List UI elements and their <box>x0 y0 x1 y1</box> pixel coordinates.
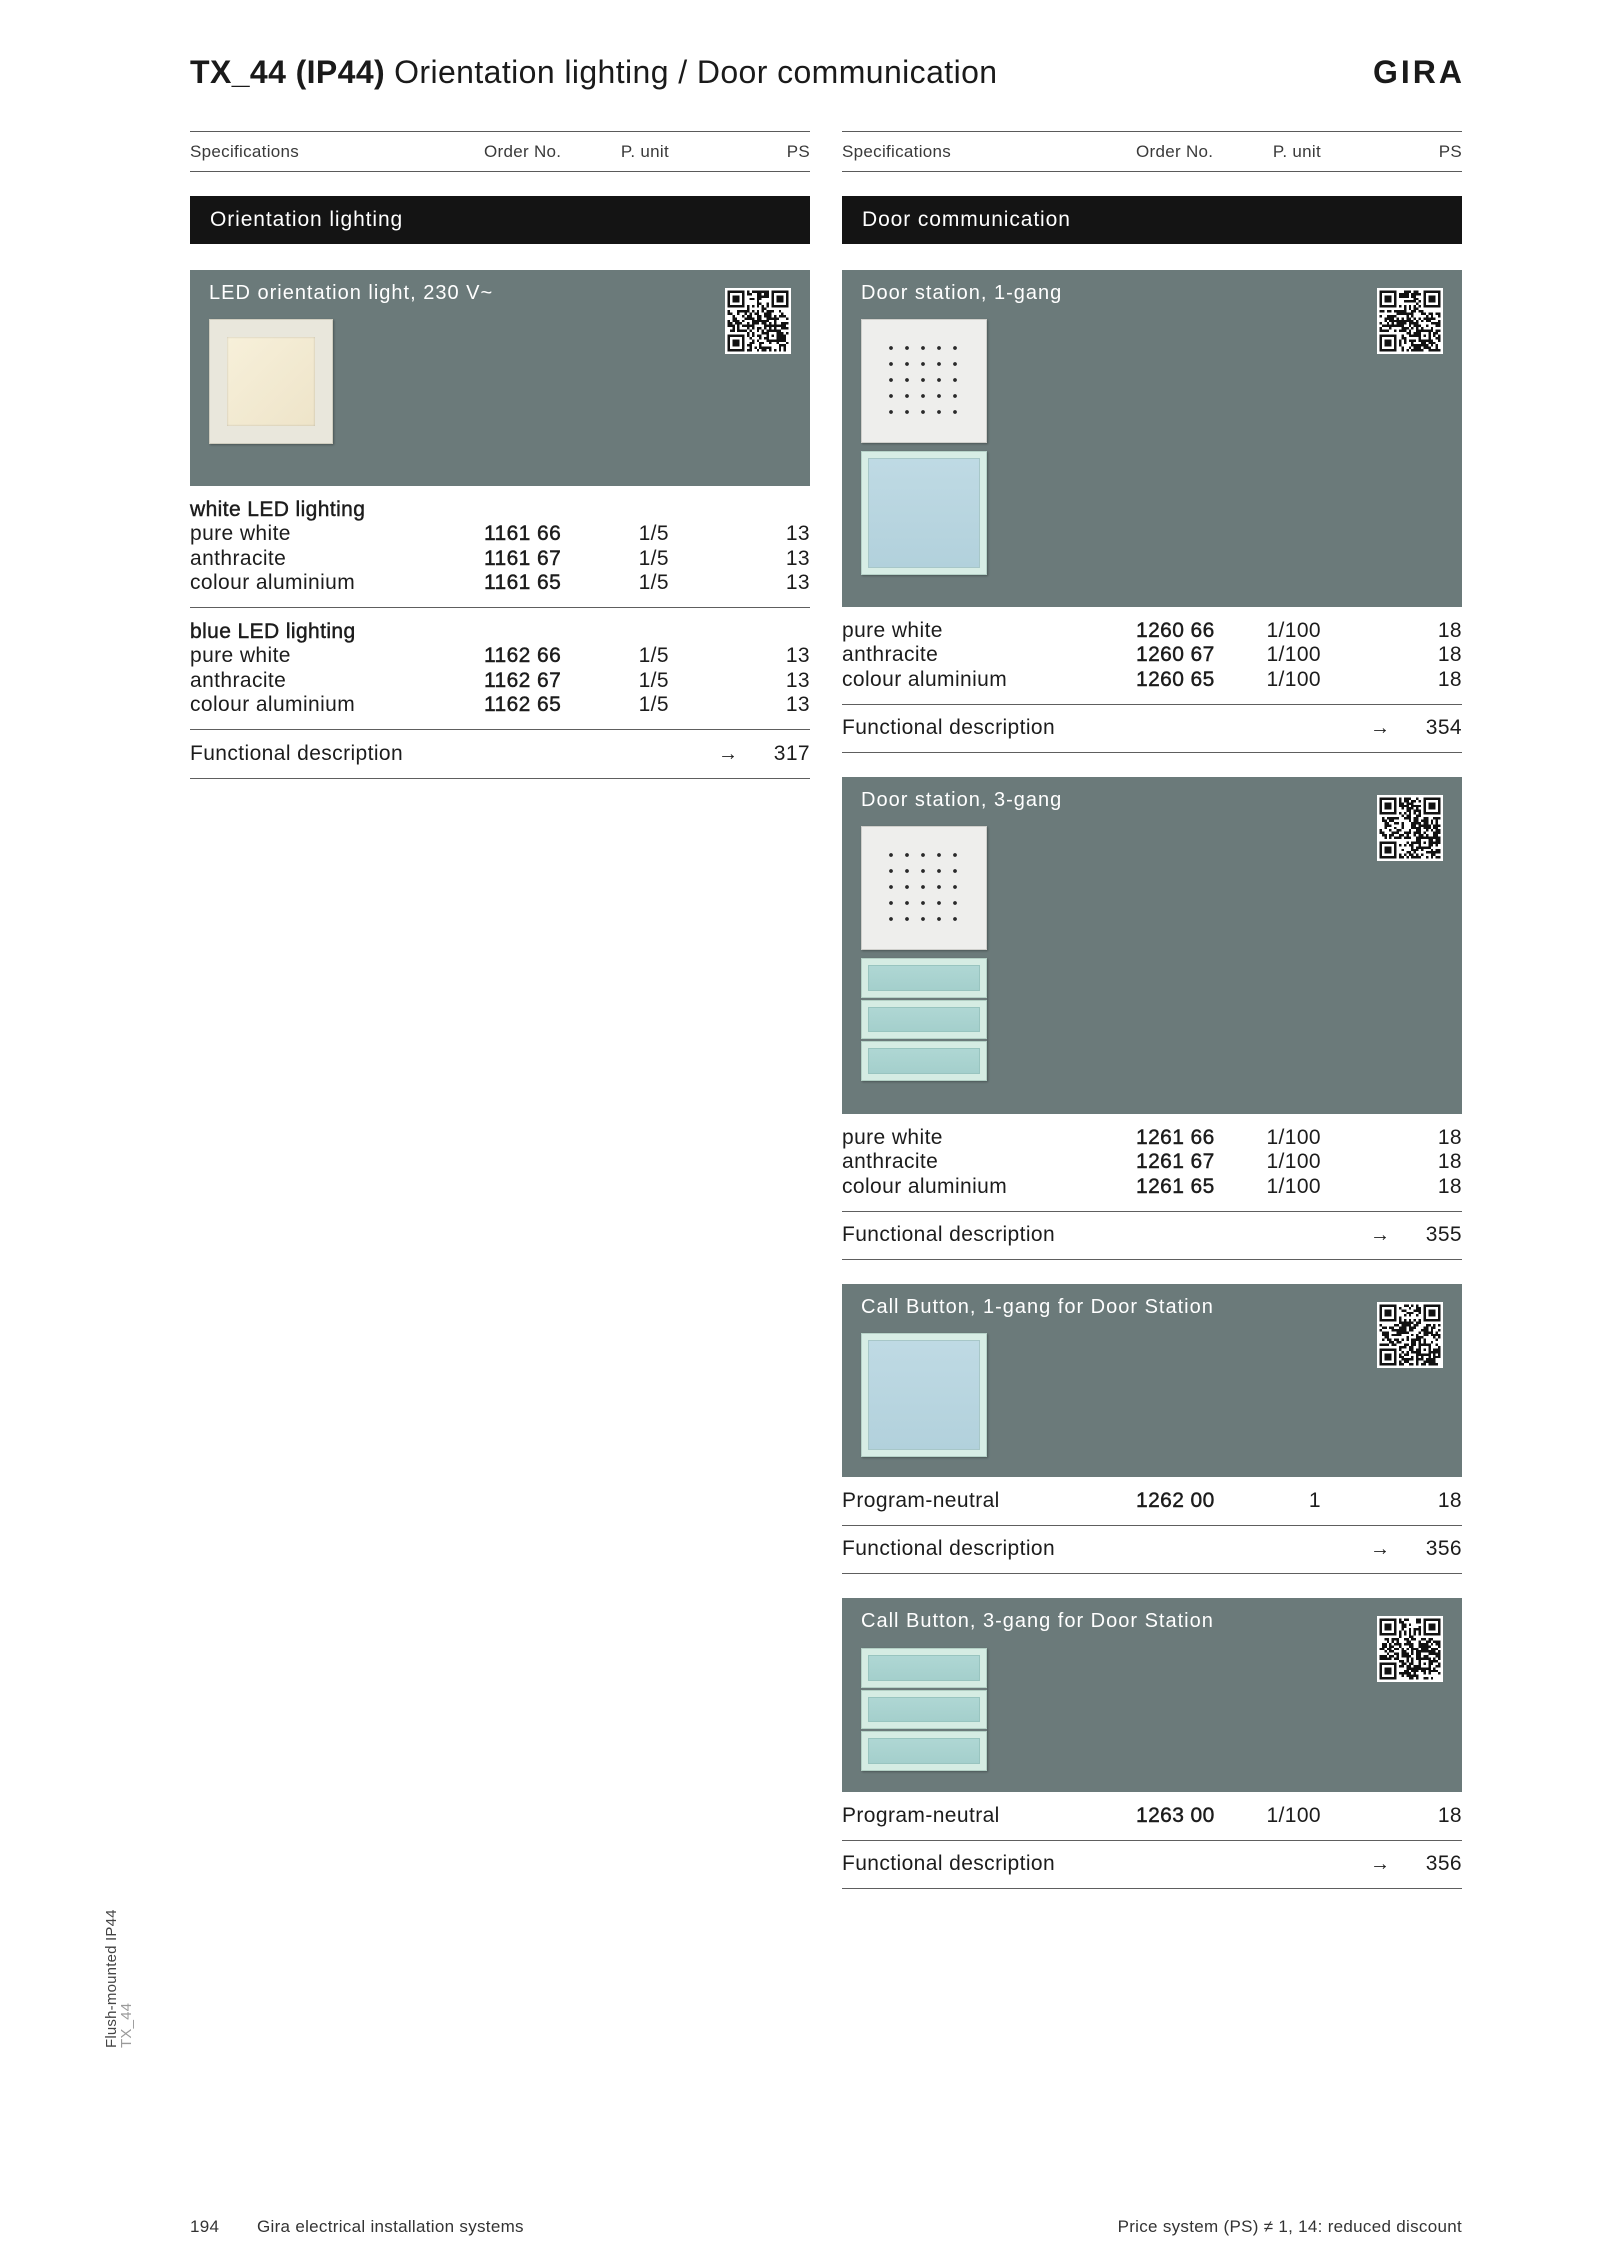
packing-unit: 1/100 <box>1266 1174 1321 1198</box>
packing-unit: 1/5 <box>638 571 669 594</box>
product-row <box>842 1804 1462 1829</box>
button-face <box>868 1738 980 1764</box>
price-system: 18 <box>1437 643 1462 666</box>
section-heading: Door communication <box>842 196 1462 244</box>
table-header <box>842 131 1462 172</box>
functional-description-row <box>190 742 810 767</box>
functional-description-label: Functional description <box>842 1537 1056 1560</box>
product-panel <box>842 270 1462 607</box>
packing-unit: 1/100 <box>1266 1803 1321 1827</box>
price-system: 18 <box>1437 1125 1462 1149</box>
reference-page: 356 <box>1425 1537 1462 1560</box>
product-block <box>842 777 1462 1260</box>
packing-unit: 1/5 <box>638 546 669 570</box>
speaker-grille <box>883 847 963 927</box>
packing-unit: 1/100 <box>1266 643 1321 666</box>
variant-group <box>842 607 1462 705</box>
button-bar <box>861 1690 987 1730</box>
call-button-1-gang-image <box>861 1333 987 1457</box>
call-button-3-gang-image <box>861 958 987 1081</box>
group-heading-row <box>190 620 810 645</box>
packing-unit: 1 <box>1308 1488 1321 1512</box>
side-tab-category: Flush-mounted IP44 <box>103 1909 120 2048</box>
functional-description-link[interactable] <box>842 1526 1462 1575</box>
button-bar <box>861 1648 987 1688</box>
qr-code <box>1377 288 1443 354</box>
variant-group <box>842 1114 1462 1212</box>
reference-page: 354 <box>1425 716 1462 739</box>
packing-unit: 1/5 <box>638 522 669 545</box>
price-system: 13 <box>785 571 810 594</box>
variant-group <box>842 1477 1462 1526</box>
product-block <box>842 1598 1462 1889</box>
publication-title: Gira electrical installation systems <box>257 2217 524 2236</box>
variant-group <box>842 1792 1462 1841</box>
led-orientation-light-image <box>209 319 333 444</box>
header-p-unit: P. unit <box>1272 142 1321 161</box>
speaker-module-image <box>861 826 987 950</box>
group-heading: white LED lighting <box>190 497 366 521</box>
variant-label: colour aluminium <box>190 693 356 716</box>
price-system: 13 <box>785 546 810 570</box>
product-panel <box>842 1284 1462 1477</box>
order-number: 1262 00 <box>1136 1488 1215 1512</box>
product-row <box>190 571 810 596</box>
price-system: 18 <box>1437 1174 1462 1198</box>
led-lens <box>227 337 315 426</box>
variant-label: anthracite <box>842 1150 939 1173</box>
price-system: 18 <box>1437 618 1462 642</box>
product-title: Door station, 3-gang <box>861 789 1063 811</box>
packing-unit: 1/100 <box>1266 1125 1321 1149</box>
product-row <box>190 693 810 718</box>
order-number: 1263 00 <box>1136 1803 1215 1827</box>
functional-description-label: Functional description <box>842 716 1056 739</box>
price-system: 13 <box>785 693 810 716</box>
product-row <box>190 669 810 694</box>
variant-label: pure white <box>190 522 291 545</box>
packing-unit: 1/5 <box>638 668 669 692</box>
functional-description-label: Functional description <box>842 1852 1056 1875</box>
call-button-1-gang-image <box>861 451 987 575</box>
functional-description-link[interactable] <box>842 1212 1462 1261</box>
variant-label: colour aluminium <box>190 571 356 594</box>
speaker-grille <box>883 340 963 420</box>
functional-description-label: Functional description <box>842 1223 1056 1246</box>
variant-label: Program-neutral <box>842 1803 1000 1827</box>
packing-unit: 1/100 <box>1266 667 1321 691</box>
table-header <box>190 131 810 172</box>
page-title <box>190 50 997 94</box>
product-title: Call Button, 1-gang for Door Station <box>861 1296 1214 1318</box>
product-panel <box>190 270 810 486</box>
button-face <box>868 458 980 568</box>
product-panel <box>842 1598 1462 1792</box>
price-system: 18 <box>1437 667 1462 691</box>
functional-description-link[interactable] <box>842 1841 1462 1890</box>
button-face <box>868 1007 980 1033</box>
order-number: 1162 66 <box>484 644 562 667</box>
product-row <box>842 1126 1462 1151</box>
price-system: 18 <box>1437 1803 1462 1827</box>
arrow-right-icon: → <box>1370 1853 1391 1875</box>
packing-unit: 1/5 <box>638 693 669 716</box>
variant-label: anthracite <box>842 643 939 666</box>
order-number: 1161 67 <box>484 546 562 570</box>
reference-page: 355 <box>1425 1223 1462 1246</box>
header-order-no: Order No. <box>484 142 562 161</box>
brand-logo: GIRA <box>1373 54 1465 90</box>
variant-label: colour aluminium <box>842 1174 1008 1198</box>
order-number: 1161 66 <box>484 522 562 545</box>
side-tab <box>104 1909 134 2048</box>
functional-description-row <box>842 716 1462 741</box>
functional-description-row <box>842 1852 1462 1877</box>
order-number: 1261 67 <box>1136 1150 1215 1173</box>
price-system: 13 <box>785 522 810 545</box>
header-ps: PS <box>786 142 810 161</box>
speaker-module-image <box>861 319 987 443</box>
product-row <box>842 643 1462 668</box>
order-number: 1261 66 <box>1136 1125 1215 1149</box>
header-specifications: Specifications <box>190 142 300 161</box>
call-button-3-gang-image <box>861 1648 987 1771</box>
reference-page: 317 <box>773 741 810 765</box>
price-system-note: Price system (PS) ≠ 1, 14: reduced discount <box>1117 2217 1462 2236</box>
product-block <box>190 270 810 779</box>
functional-description-link[interactable] <box>842 705 1462 754</box>
section-heading: Orientation lighting <box>190 196 810 244</box>
group-heading-row <box>190 498 810 523</box>
variant-label: pure white <box>190 644 291 667</box>
order-number: 1260 67 <box>1136 643 1215 666</box>
header-p-unit: P. unit <box>620 142 669 161</box>
arrow-right-icon: → <box>718 742 739 765</box>
left-column <box>190 131 810 779</box>
product-block <box>842 1284 1462 1574</box>
product-row <box>842 619 1462 644</box>
product-row <box>842 1489 1462 1514</box>
variant-label: pure white <box>842 1125 943 1149</box>
header-ps: PS <box>1438 142 1462 161</box>
series-name: TX_44 (IP44) <box>190 54 386 90</box>
product-row <box>190 644 810 669</box>
variant-group <box>190 608 810 730</box>
product-row <box>842 1150 1462 1175</box>
qr-code <box>1377 795 1443 861</box>
group-heading: blue LED lighting <box>190 619 356 643</box>
functional-description-label: Functional description <box>190 741 404 765</box>
product-title: LED orientation light, 230 V~ <box>209 282 494 304</box>
packing-unit: 1/100 <box>1266 1150 1321 1173</box>
header-specifications: Specifications <box>842 142 952 161</box>
variant-label: anthracite <box>190 546 287 570</box>
packing-unit: 1/100 <box>1266 618 1321 642</box>
variant-label: anthracite <box>190 668 287 692</box>
arrow-right-icon: → <box>1370 1538 1391 1560</box>
order-number: 1260 65 <box>1136 667 1215 691</box>
page-number: 194 <box>190 2217 220 2236</box>
variant-label: colour aluminium <box>842 667 1008 691</box>
button-face <box>868 1048 980 1074</box>
variant-label: pure white <box>842 618 943 642</box>
price-system: 13 <box>785 644 810 667</box>
variant-label: Program-neutral <box>842 1488 1000 1512</box>
qr-code <box>725 288 791 354</box>
qr-code <box>1377 1302 1443 1368</box>
product-block <box>842 270 1462 753</box>
price-system: 18 <box>1437 1488 1462 1512</box>
price-system: 13 <box>785 668 810 692</box>
variant-group <box>190 486 810 608</box>
packing-unit: 1/5 <box>638 644 669 667</box>
functional-description-link[interactable] <box>190 730 810 779</box>
button-face <box>868 965 980 991</box>
reference-page: 356 <box>1425 1852 1462 1875</box>
functional-description-row <box>842 1537 1462 1562</box>
product-title: Door station, 1-gang <box>861 282 1063 304</box>
arrow-right-icon: → <box>1370 717 1391 739</box>
functional-description-row <box>842 1223 1462 1248</box>
header-order-no: Order No. <box>1136 142 1214 161</box>
product-row <box>190 547 810 572</box>
product-title: Call Button, 3-gang for Door Station <box>861 1610 1214 1632</box>
right-column <box>842 131 1462 1889</box>
arrow-right-icon: → <box>1370 1224 1391 1246</box>
order-number: 1162 67 <box>484 668 562 692</box>
price-system: 18 <box>1437 1150 1462 1173</box>
button-face <box>868 1697 980 1723</box>
button-bar <box>861 1041 987 1081</box>
product-panel <box>842 777 1462 1114</box>
button-face <box>868 1340 980 1450</box>
order-number: 1260 66 <box>1136 618 1215 642</box>
product-row <box>842 668 1462 693</box>
product-row <box>190 522 810 547</box>
button-face <box>868 1655 980 1681</box>
order-number: 1261 65 <box>1136 1174 1215 1198</box>
order-number: 1161 65 <box>484 571 562 594</box>
page-footer <box>190 2215 1462 2239</box>
qr-code <box>1377 1616 1443 1682</box>
product-row <box>842 1175 1462 1200</box>
page-title-text: Orientation lighting / Door communication <box>394 54 998 90</box>
order-number: 1162 65 <box>484 693 562 716</box>
button-bar <box>861 958 987 998</box>
button-bar <box>861 1731 987 1771</box>
button-bar <box>861 1000 987 1040</box>
side-tab-range: TX_44 <box>118 2002 135 2048</box>
